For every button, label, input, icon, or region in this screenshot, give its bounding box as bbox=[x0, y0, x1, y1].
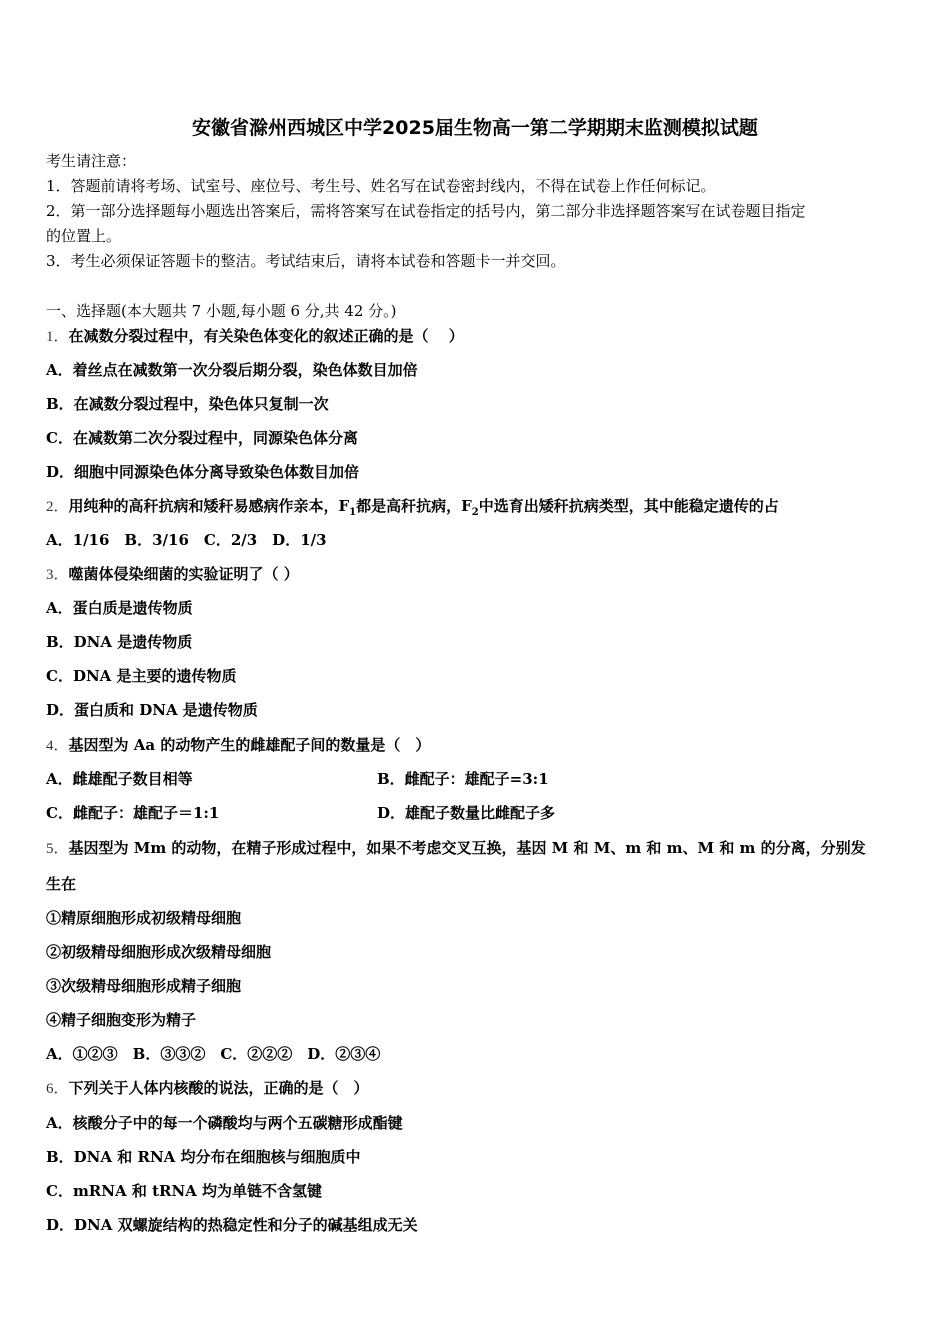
notice-heading: 考生请注意： bbox=[46, 152, 137, 170]
q3-option-a: A．蛋白质是遗传物质 bbox=[46, 599, 193, 617]
q4-option-c: C．雌配子：雄配子＝1:1 bbox=[46, 804, 220, 822]
question-1 bbox=[46, 326, 464, 347]
question-number: 2． bbox=[46, 499, 69, 515]
q1-option-b: B．在减数分裂过程中，染色体只复制一次 bbox=[46, 395, 329, 413]
question-3 bbox=[46, 564, 299, 585]
q2-options: A．1/16 B．3/16 C．2/3 D．1/3 bbox=[46, 531, 327, 549]
question-number: 4． bbox=[46, 738, 69, 754]
q5-statement-2: ②初级精母细胞形成次级精母细胞 bbox=[46, 943, 272, 961]
question-stem: 下列关于人体内核酸的说法，正确的是（ ） bbox=[68, 1079, 369, 1097]
question-stem-part: 用纯种的高秆抗病和矮秆易感病作亲本，F bbox=[68, 497, 350, 515]
question-6 bbox=[46, 1078, 369, 1099]
q4-option-a: A．雌雄配子数目相等 bbox=[46, 770, 193, 788]
q4-option-b: B．雌配子：雄配子=3:1 bbox=[377, 770, 549, 788]
question-5 bbox=[46, 838, 866, 859]
question-stem: 基因型为 Aa 的动物产生的雌雄配子间的数量是（ ） bbox=[68, 736, 431, 754]
question-2 bbox=[46, 496, 779, 523]
q5-options: A．①②③ B．③③② C．②②② D．②③④ bbox=[46, 1045, 381, 1063]
q3-option-d: D．蛋白质和 DNA 是遗传物质 bbox=[46, 701, 258, 719]
q6-option-c: C．mRNA 和 tRNA 均为单链不含氢键 bbox=[46, 1182, 323, 1200]
notice-item-2: 2．第一部分选择题每小题选出答案后，需将答案写在试卷指定的括号内，第二部分非选择题答案写在试卷题目指定 bbox=[46, 202, 806, 220]
subscript: 2 bbox=[471, 507, 479, 518]
question-number: 6． bbox=[46, 1081, 69, 1097]
q3-option-c: C．DNA 是主要的遗传物质 bbox=[46, 667, 237, 685]
q6-option-b: B．DNA 和 RNA 均分布在细胞核与细胞质中 bbox=[46, 1148, 361, 1166]
question-stem: 噬菌体侵染细菌的实验证明了（ ） bbox=[68, 565, 299, 583]
q3-option-b: B．DNA 是遗传物质 bbox=[46, 633, 193, 651]
question-number: 1． bbox=[46, 329, 69, 345]
q1-option-c: C．在减数第二次分裂过程中，同源染色体分离 bbox=[46, 429, 358, 447]
section-heading: 一、选择题(本大题共 7 小题,每小题 6 分,共 42 分。) bbox=[46, 302, 397, 320]
question-number: 3． bbox=[46, 567, 69, 583]
page-title: 安徽省滁州西城区中学2025届生物高一第二学期期末监测模拟试题 bbox=[192, 117, 758, 139]
q6-option-d: D．DNA 双螺旋结构的热稳定性和分子的碱基组成无关 bbox=[46, 1216, 418, 1234]
notice-item-1: 1．答题前请将考场、试室号、座位号、考生号、姓名写在试卷密封线内，不得在试卷上作任何标记。 bbox=[46, 177, 716, 195]
subscript: 1 bbox=[349, 507, 357, 518]
q4-option-d: D．雄配子数量比雌配子多 bbox=[377, 804, 556, 822]
q1-option-d: D．细胞中同源染色体分离导致染色体数目加倍 bbox=[46, 463, 360, 481]
q6-option-a: A．核酸分子中的每一个磷酸均与两个五碳糖形成酯键 bbox=[46, 1114, 403, 1132]
q1-option-a: A．着丝点在减数第一次分裂后期分裂，染色体数目加倍 bbox=[46, 361, 418, 379]
q5-statement-3: ③次级精母细胞形成精子细胞 bbox=[46, 977, 242, 995]
question-number: 5． bbox=[46, 841, 69, 857]
notice-item-2-cont: 的位置上。 bbox=[46, 227, 122, 245]
q5-statement-1: ①精原细胞形成初级精母细胞 bbox=[46, 909, 242, 927]
question-stem-part: 都是高秆抗病，F bbox=[356, 497, 472, 515]
question-5-stem-cont: 生在 bbox=[46, 875, 77, 893]
question-stem: 在减数分裂过程中，有关染色体变化的叙述正确的是（ ） bbox=[68, 327, 464, 345]
question-stem: 基因型为 Mm 的动物，在精子形成过程中，如果不考虑交叉互换，基因 M 和 M、m 和 m、M 和 m 的分离，分别发 bbox=[68, 839, 866, 857]
question-stem-part: 中选育出矮秆抗病类型，其中能稳定遗传的占 bbox=[478, 497, 779, 515]
question-4 bbox=[46, 735, 430, 756]
notice-item-3: 3．考生必须保证答题卡的整洁。考试结束后，请将本试卷和答题卡一并交回。 bbox=[46, 252, 566, 270]
q5-statement-4: ④精子细胞变形为精子 bbox=[46, 1011, 197, 1029]
